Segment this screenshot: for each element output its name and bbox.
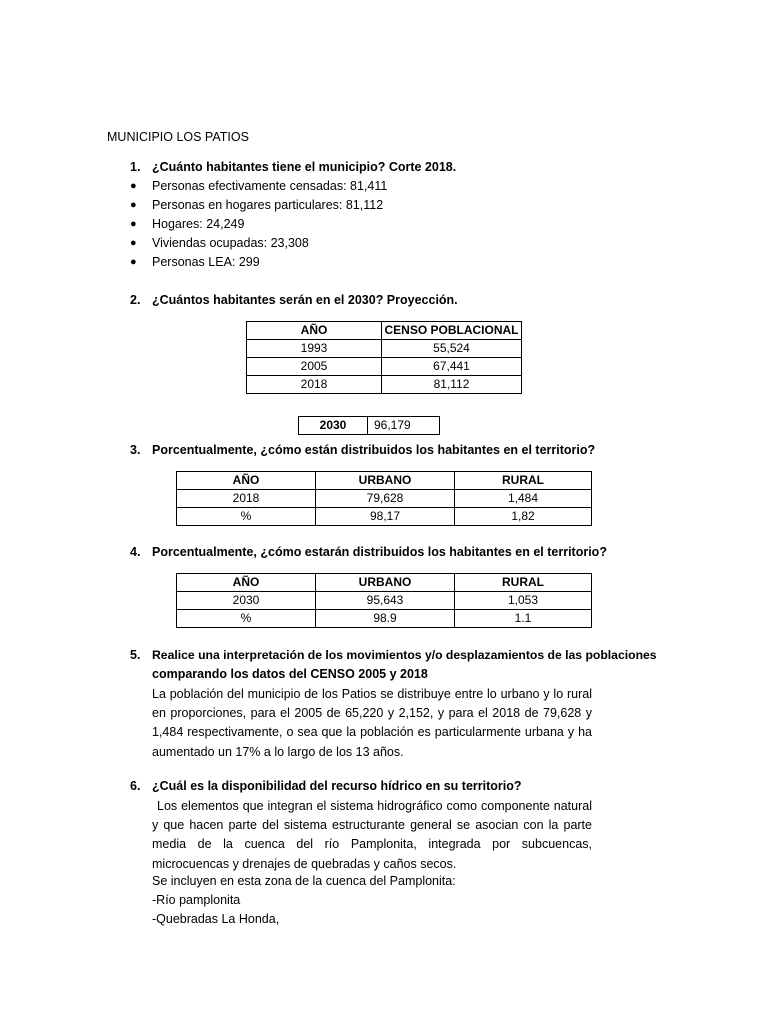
list-item: Personas en hogares particulares: 81,112 [152,198,384,212]
table-row [247,340,522,358]
table-row [177,610,592,628]
table-cell: 1,82 [455,508,592,526]
table-row [177,490,592,508]
bullet-icon: ● [130,256,137,268]
table-header: URBANO [316,472,455,490]
table-header: CENSO POBLACIONAL [382,322,522,340]
projection-year: 2030 [299,417,368,435]
q6-list-item: -Río pamplonita [152,893,241,907]
list-item: Viviendas ocupadas: 23,308 [152,236,309,250]
list-item: Hogares: 24,249 [152,217,245,231]
q6-answer-line: Se incluyen en esta zona de la cuenca del Pamplonita: [152,874,456,888]
q2-number: 2. [130,293,141,307]
table-header: AÑO [177,472,316,490]
table-cell: 98.9 [316,610,455,628]
q1-question: ¿Cuánto habitantes tiene el municipio? Corte 2018. [152,160,457,174]
q5-number: 5. [130,648,141,662]
table-cell: 81,112 [382,376,522,394]
table-header-row [177,472,592,490]
bullet-icon: ● [130,237,137,249]
projection-table [298,416,440,435]
table-row [177,508,592,526]
table-row [299,417,440,435]
table-cell: 2018 [177,490,316,508]
q4-number: 4. [130,545,141,559]
bullet-icon: ● [130,180,137,192]
bullet-icon: ● [130,199,137,211]
q4-question: Porcentualmente, ¿cómo estarán distribuidos los habitantes en el territorio? [152,545,607,559]
table-cell: 1993 [247,340,382,358]
q3-number: 3. [130,443,141,457]
projection-value: 96,179 [368,417,440,435]
table-cell: 1,484 [455,490,592,508]
table-cell: 2018 [247,376,382,394]
document-title: MUNICIPIO LOS PATIOS [107,130,249,144]
table-cell: 1.1 [455,610,592,628]
table-header: URBANO [316,574,455,592]
q6-list-item: -Quebradas La Honda, [152,912,280,926]
q6-number: 6. [130,779,141,793]
table-header: RURAL [455,574,592,592]
table-cell: 2005 [247,358,382,376]
q2-question: ¿Cuántos habitantes serán en el 2030? Proyección. [152,293,458,307]
q5-question-line1: Realice una interpretación de los movimientos y/o desplazamientos de las poblaciones [152,648,657,662]
q6-answer: Los elementos que integran el sistema hidrográfico como componente natural y que hacen parte del sistema estructurante general se asocian con la parte media de la cuenca del río Pamplonita, integrada por subcuencas, microcuencas y drenajes de quebradas y caños secos. [152,799,592,871]
census-table [246,321,522,394]
table-cell: 79,628 [316,490,455,508]
table-row [247,358,522,376]
q6-question: ¿Cuál es la disponibilidad del recurso hídrico en su territorio? [152,779,522,793]
q5-answer: La población del municipio de los Patios se distribuye entre lo urbano y lo rural en proporciones, para el 2005 de 65,220 y 2,152, y para el 2018 de 79,628 y 1,484 respectivamente, o sea que la población es particularmente urbana y ha aumentado un 17% a lo largo de los 13 años. [152,687,592,759]
bullet-icon: ● [130,218,137,230]
table-header-row [177,574,592,592]
table-header: RURAL [455,472,592,490]
table-row [177,592,592,610]
table-header: AÑO [177,574,316,592]
table-row [247,376,522,394]
q5-question-line2: comparando los datos del CENSO 2005 y 2018 [152,667,428,681]
list-item: Personas efectivamente censadas: 81,411 [152,179,388,193]
distribution-2018-table [176,471,592,526]
table-cell: 2030 [177,592,316,610]
table-cell: % [177,508,316,526]
table-cell: 98,17 [316,508,455,526]
list-item: Personas LEA: 299 [152,255,260,269]
table-cell: 95,643 [316,592,455,610]
table-header-row [247,322,522,340]
table-header: AÑO [247,322,382,340]
q1-number: 1. [130,160,141,174]
table-cell: % [177,610,316,628]
q3-question: Porcentualmente, ¿cómo están distribuidos los habitantes en el territorio? [152,443,596,457]
table-cell: 67,441 [382,358,522,376]
table-cell: 55,524 [382,340,522,358]
distribution-2030-table [176,573,592,628]
table-cell: 1,053 [455,592,592,610]
